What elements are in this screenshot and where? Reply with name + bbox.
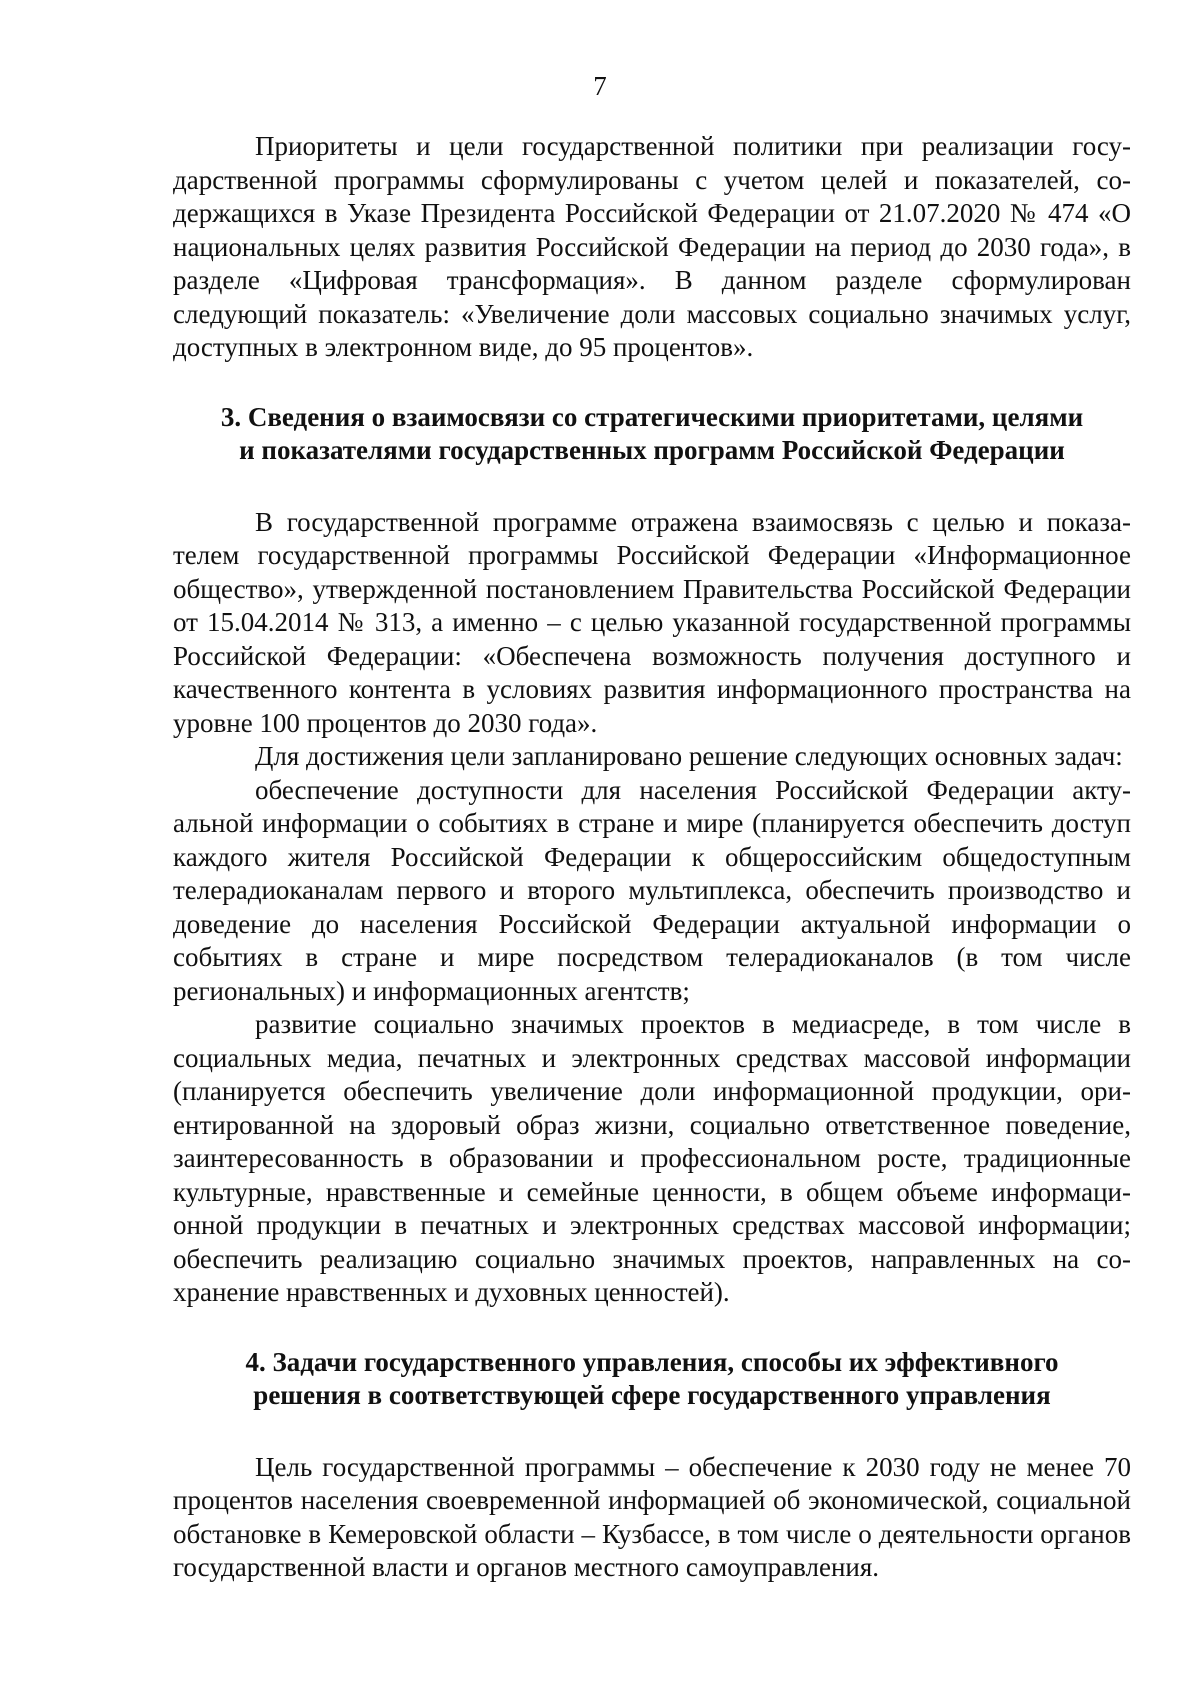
section-3-heading-line-2: и показателями государственных программ Российской Федерации <box>239 435 1065 465</box>
section-3-heading-line-1: 3. Сведения о взаимосвязи со стратегическими приоритетами, целями <box>220 401 1084 432</box>
section-4-heading <box>173 1346 1131 1413</box>
section-4-heading-line-1: 4. Задачи государственного управления, способы их эффективного <box>245 1346 1059 1377</box>
section-3-paragraph-2: Для достижения цели запланировано решение следующих основных задач: <box>255 741 1123 771</box>
section-3-paragraph-1: В государственной программе отражена взаимосвязь с целью и показателем государственной программы Российской Федерации «Информационное общество», утвержденной постановлением Правительства Российской Федерации от 15.04.2014 № 313, а именно – с целью указанной государственной программы Российской Федерации: «Обеспечена возможность получения доступного и качественного контента в условиях развития информационного пространства на уровне 100 процентов до 2030 года». <box>173 506 1131 738</box>
section-4-paragraph-1: Цель государственной программы – обеспечение к 2030 году не менее 70 процентов населения своевременной информацией об экономической, социальной обстановке в Кемеровской области – Кузбассе, в том числе о деятельности органов государственной власти и органов местного самоуправления. <box>173 1451 1131 1582</box>
page-content <box>173 130 1131 1585</box>
page-number: 7 <box>593 71 607 101</box>
paragraph-priorities: Приоритеты и цели государственной политики при реализации государственной программы сформулированы с учетом целей и показателей, содержащихся в Указе Президента Российской Федерации от 21.07.2020 № 474 «О национальных целях развития Российской Федерации на период до 2030 года», в разделе «Цифровая трансформация». В данном разделе сформулирован следующий показатель: «Увеличение доли массовых социально значимых услуг, доступных в электронном виде, до 95 процентов». <box>173 131 1131 362</box>
section-3-paragraph-3: обеспечение доступности для населения Российской Федерации актуальной информации о событиях в стране и мире (планируется обеспечить доступ каждого жителя Российской Федерации к общероссийским общедоступным телерадиоканалам первого и второго мультиплекса, обеспечить производство и доведение до населения Российской Федерации актуальной информации о событиях в стране и мире посредством телерадиоканалов (в том числе региональных) и информационных агентств; <box>173 774 1131 1006</box>
section-3-paragraph-4: развитие социально значимых проектов в медиасреде, в том числе в социальных медиа, печатных и электронных средствах массовой информации (планируется обеспечить увеличение доли информационной продукции, ориентированной на здоровый образ жизни, социально ответственное поведение, заинтересованность в образовании и профессиональном росте, традиционные культурные, нравственные и семейные ценности, в общем объеме информационной продукции в печатных и электронных средствах массовой информации; обеспечить реализацию социально значимых проектов, направленных на сохранение нравственных и духовных ценностей). <box>173 1009 1131 1307</box>
section-3-heading <box>173 401 1131 468</box>
section-4-heading-line-2: решения в соответствующей сфере государственного управления <box>253 1380 1051 1410</box>
